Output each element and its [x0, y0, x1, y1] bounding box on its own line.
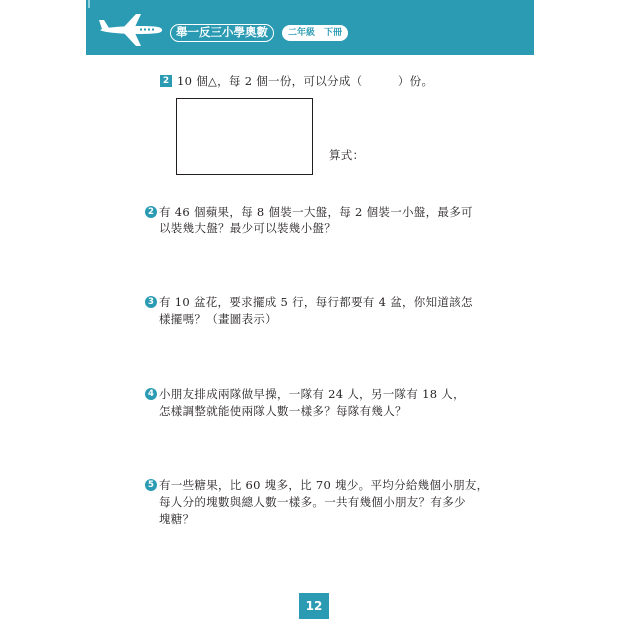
question-2-line-2: 以裝幾大盤？最少可以裝幾小盤？ [159, 221, 336, 235]
question-5-line-1: 有一些糖果，比 60 塊多，比 70 塊少。平均分給幾個小朋友， [159, 478, 489, 492]
question-4-line-1: 小朋友排成兩隊做早操，一隊有 24 人，另一隊有 18 人， [159, 387, 465, 401]
header-accent-line [88, 0, 90, 8]
question-3-line-1: 有 10 盆花，要求擺成 5 行，每行都要有 4 盆，你知道該怎 [159, 295, 473, 309]
question-5-line-3: 塊糖？ [159, 512, 195, 526]
question-2-badge: 2 [145, 206, 157, 218]
page-number: 12 [299, 593, 329, 619]
airplane-icon [96, 12, 166, 48]
formula-label: 算式： [329, 148, 365, 162]
book-title: 舉一反三小學奧數 [170, 24, 274, 42]
question-4-line-2: 怎樣調整就能使兩隊人數一樣多？每隊有幾人？ [159, 404, 407, 418]
question-2-line-1: 有 46 個蘋果，每 8 個裝一大盤，每 2 個裝一小盤，最多可 [159, 205, 473, 219]
sub-question-badge: 2 [160, 75, 172, 87]
grade-label: 二年級 下冊 [282, 25, 348, 41]
question-5-badge: 5 [145, 479, 157, 491]
answer-box [176, 98, 313, 175]
question-5-line-2: 每人分的塊數與總人數一樣多。一共有幾個小朋友？有多少 [159, 495, 466, 509]
question-3-badge: 3 [145, 296, 157, 308]
question-3-line-2: 樣擺嗎？（畫圖表示） [159, 312, 277, 326]
sub-question-text: 10 個△，每 2 個一份，可以分成（ ）份。 [177, 74, 434, 88]
question-4-badge: 4 [145, 388, 157, 400]
